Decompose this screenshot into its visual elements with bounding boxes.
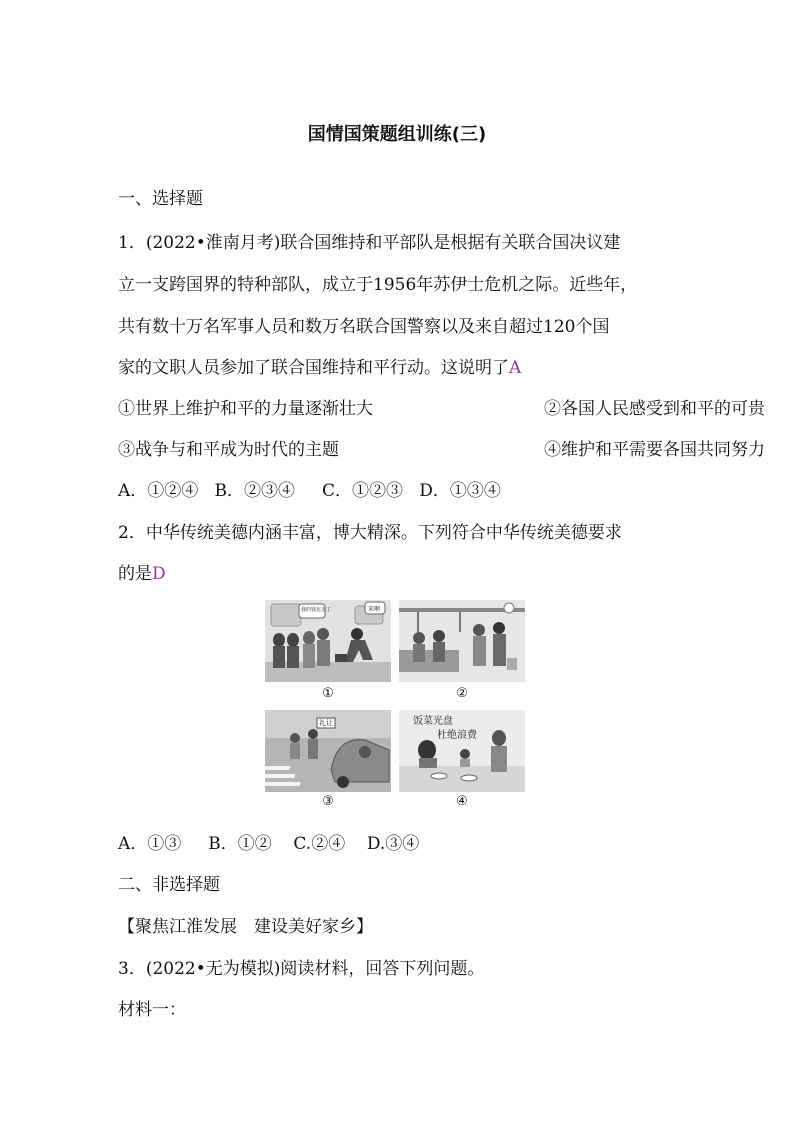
q1-statement-2: ②各国人民感受到和平的可贵	[544, 399, 765, 419]
q1-statements-row-1	[118, 394, 765, 419]
panel-1-caption: ①	[322, 686, 334, 701]
q1-line-3: 共有数十万名军事人员和数万名联合国警察以及来自超过120个国	[118, 317, 610, 337]
q1-line-4	[118, 353, 678, 378]
section-heading-nonchoice: 二、非选择题	[118, 875, 220, 895]
q1-line-1: 1．(2022•淮南月考)联合国维持和平部队是根据有关联合国决议建	[118, 233, 621, 253]
panel-1-bubble-1: 我的钱包丢了	[301, 607, 332, 613]
q2-line-1: 2．中华传统美德内涵丰富，博大精深。下列符合中华传统美德要求	[118, 523, 622, 543]
q2-stem-end: 的是	[118, 564, 152, 584]
q3-stem: 3．(2022•无为模拟)阅读材料，回答下列问题。	[118, 959, 485, 979]
panel-2-caption: ②	[456, 686, 468, 701]
panel-4-slogan-1: 饭菜光盘	[413, 716, 453, 727]
q1-line-2: 立一支跨国界的特种部队，成立于1956年苏伊士危机之际。近些年，	[118, 275, 638, 295]
panel-1-bubble-2: 来啊	[368, 606, 381, 613]
q2-line-2	[118, 559, 678, 584]
q1-stem-end: 家的文职人员参加了联合国维持和平行动。这说明了	[118, 358, 509, 378]
q2-illustration	[263, 598, 533, 810]
panel-4-slogan-2: 杜绝浪费	[437, 730, 477, 741]
panel-2-image	[399, 600, 525, 682]
q1-statement-4: ④维护和平需要各国共同努力	[544, 440, 765, 460]
panel-3-caption: ③	[322, 794, 334, 809]
page-title: 国情国策题组训练(三)	[307, 124, 487, 145]
panel-4-image	[399, 710, 525, 792]
panel-3-image	[265, 710, 391, 792]
q1-options: A．①②④ B．②③④ C．①②③ D．①③④	[118, 481, 501, 501]
q3-material-label: 材料一：	[118, 1000, 186, 1020]
q1-statements-row-2	[118, 435, 765, 460]
panel-1-image	[265, 600, 391, 682]
panel-3-sign: 礼让	[319, 719, 333, 727]
q2-answer: D	[152, 564, 166, 584]
q1-answer: A	[509, 358, 522, 378]
q1-statement-1: ①世界上维护和平的力量逐渐壮大	[118, 399, 373, 419]
panel-4-caption: ④	[456, 794, 468, 809]
section-heading-choice: 一、选择题	[118, 189, 203, 209]
topic-heading: 【聚焦江淮发展 建设美好家乡】	[118, 917, 373, 937]
q2-options: A．①③ B．①② C.②④ D.③④	[118, 834, 420, 854]
q1-statement-3: ③战争与和平成为时代的主题	[118, 440, 339, 460]
